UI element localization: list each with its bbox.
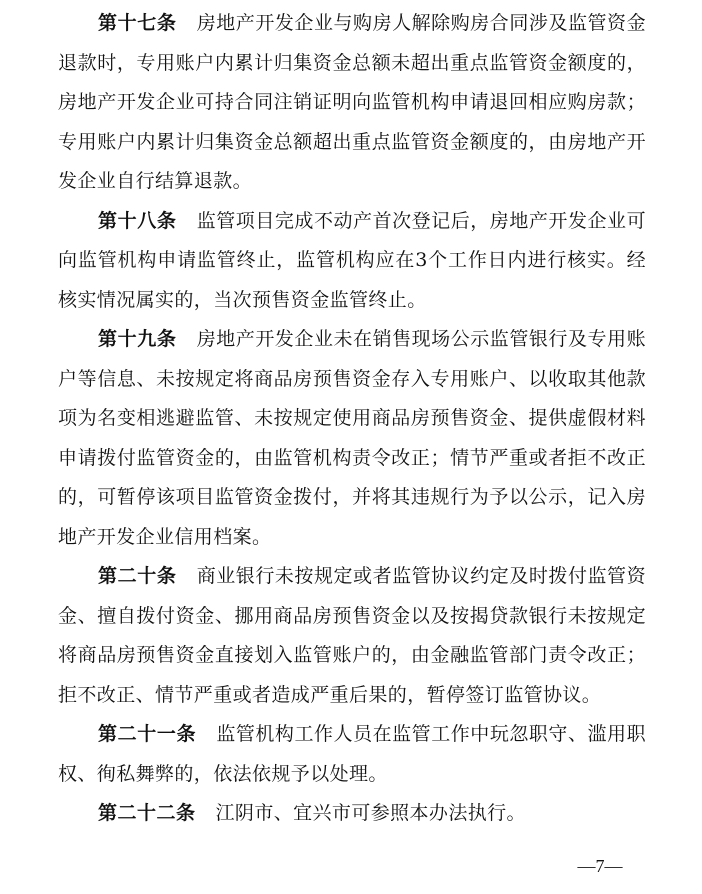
article-text: 房地产开发企业未在销售现场公示监管银行及专用账户等信息、未按规定将商品房预售资金存入专用账户、以收取其他款项为名变相逃避监管、未按规定使用商品房预售资金、提供虚假材料申请拨付监管资金的，由监管机构责令改正；情节严重或者拒不改正的，可暂停该项目监管资金拨付，并将其违规行为予以公示，记入房地产开发企业信用档案。 — [58, 328, 646, 548]
article-19 — [58, 320, 646, 557]
article-21 — [58, 715, 646, 794]
article-number: 第十八条 — [98, 209, 177, 232]
article-number: 第二十一条 — [98, 723, 197, 745]
article-number: 第二十条 — [98, 565, 177, 587]
article-18 — [58, 202, 646, 321]
article-22 — [58, 794, 646, 834]
article-text: 房地产开发企业与购房人解除购房合同涉及监管资金退款时，专用账户内累计归集资金总额未超出重点监管资金额度的，房地产开发企业可持合同注销证明向监管机构申请退回相应购房款；专用账户内累计归集资金总额超出重点监管资金额度的，由房地产开发企业自行结算退款。 — [58, 12, 646, 192]
article-text: 江阴市、宜兴市可参照本办法执行。 — [215, 802, 526, 824]
article-text: 监管机构工作人员在监管工作中玩忽职守、滥用职权、徇私舞弊的，依法依规予以处理。 — [58, 723, 646, 785]
article-number: 第十七条 — [98, 12, 177, 34]
article-number: 第十九条 — [98, 328, 177, 350]
article-text: 监管项目完成不动产首次登记后，房地产开发企业可向监管机构申请监管终止，监管机构应在3个工作日内进行核实。经核实情况属实的，当次预售资金监管终止。 — [58, 209, 646, 311]
article-17 — [58, 4, 646, 202]
article-text: 商业银行未按规定或者监管协议约定及时拨付监管资金、擅自拨付资金、挪用商品房预售资金以及按揭贷款银行未按规定将商品房预售资金直接划入监管账户的，由金融监管部门责令改正；拒不改正、情节严重或者造成严重后果的，暂停签订监管协议。 — [58, 565, 646, 706]
page-number: —7— — [577, 856, 623, 876]
article-number: 第二十二条 — [98, 802, 196, 824]
article-20 — [58, 557, 646, 715]
